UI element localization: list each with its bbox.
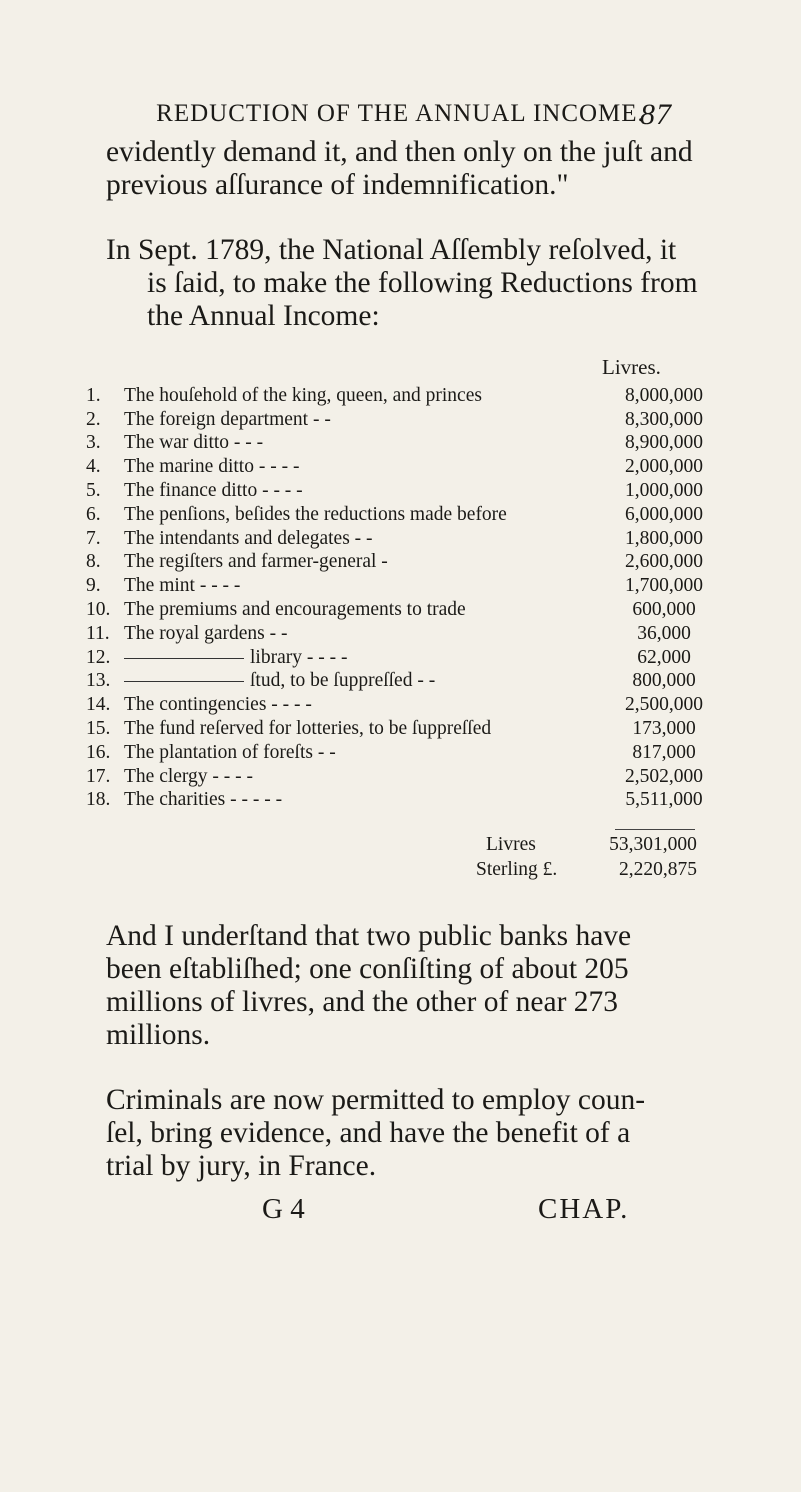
- row-number: 7.: [86, 527, 101, 549]
- paragraph-1: [106, 136, 726, 202]
- row-value: 800,000: [632, 670, 696, 692]
- paragraph-3: [106, 920, 736, 1052]
- row-number: 8.: [86, 551, 101, 573]
- row-description-text: The houſehold of the king, queen, and princes: [124, 384, 482, 406]
- table-row: [86, 550, 744, 574]
- row-description: [124, 669, 584, 693]
- row-description-text: The plantation of foreſts - -: [124, 741, 336, 763]
- table-row: [86, 502, 744, 526]
- row-description-text: The royal gardens - -: [124, 622, 288, 644]
- row-description-text: ſtud, to be ſuppreſſed - -: [250, 670, 436, 692]
- row-value: 173,000: [632, 717, 696, 739]
- signature-mark: G 4: [262, 1193, 305, 1225]
- text-line: the Annual Income:: [147, 300, 380, 332]
- table-row: [86, 526, 744, 550]
- text-line: evidently demand it, and then only on the juſt and: [106, 136, 693, 168]
- row-description-text: The war ditto - - -: [124, 432, 264, 454]
- row-description-text: The charities - - - - -: [124, 789, 283, 811]
- table-row: [86, 692, 744, 716]
- row-value: 600,000: [632, 598, 696, 620]
- total-sterling-value: 2,220,875: [619, 859, 697, 880]
- text-line: And I underſtand that two public banks have: [106, 920, 632, 952]
- text-line: millions.: [106, 1019, 211, 1051]
- row-description-text: The intendants and delegates - -: [124, 527, 373, 549]
- table-row: [86, 407, 744, 431]
- row-value: 2,600,000: [625, 551, 703, 573]
- text-line: is ſaid, to make the following Reductions from: [147, 267, 698, 299]
- header-title: REDUCTION OF THE ANNUAL INCOME.: [156, 100, 645, 127]
- row-number: 13.: [86, 670, 111, 692]
- text-line: previous aſſurance of indemnification.": [106, 169, 569, 201]
- row-description-text: The penſions, beſides the reductions made before: [124, 503, 507, 525]
- text-line: In Sept. 1789, the National Aſſembly reſolved, it: [106, 234, 677, 266]
- ditto-rule: [124, 658, 244, 659]
- table-row: [86, 597, 744, 621]
- row-value: 8,300,000: [625, 408, 703, 430]
- text-line: millions of livres, and the other of near 273: [106, 986, 619, 1018]
- sum-rule: [615, 829, 695, 830]
- table-row: [86, 431, 744, 455]
- row-value: 2,500,000: [625, 694, 703, 716]
- row-description-text: The premiums and encouragements to trade: [124, 598, 466, 620]
- row-description-text: The fund reſerved for lotteries, to be ſuppreſſed: [124, 717, 492, 739]
- row-value: 2,502,000: [625, 765, 703, 787]
- row-number: 12.: [86, 646, 111, 668]
- row-number: 14.: [86, 694, 111, 716]
- row-description: [124, 573, 584, 597]
- row-value: 36,000: [637, 622, 691, 644]
- row-description-text: The contingencies - - - -: [124, 694, 312, 716]
- catchword: CHAP.: [538, 1193, 630, 1225]
- row-description-text: The regiſters and farmer-general -: [124, 551, 388, 573]
- row-number: 3.: [86, 432, 101, 454]
- row-description: [124, 526, 584, 550]
- row-value: 6,000,000: [625, 503, 703, 525]
- row-number: 1.: [86, 384, 101, 406]
- running-header: [0, 98, 801, 131]
- row-value: 2,000,000: [625, 456, 703, 478]
- row-description: [124, 454, 584, 478]
- row-value: 8,900,000: [625, 432, 703, 454]
- text-line: Criminals are now permitted to employ coun-: [106, 1084, 646, 1116]
- table-row: [86, 454, 744, 478]
- row-description: [124, 597, 584, 621]
- row-number: 17.: [86, 765, 111, 787]
- row-description: [124, 431, 584, 455]
- table-row: [86, 621, 744, 645]
- text-line: ſel, bring evidence, and have the benefit of a: [106, 1117, 631, 1149]
- row-description: [124, 383, 584, 407]
- row-value: 62,000: [637, 646, 691, 668]
- table-row: [86, 764, 744, 788]
- row-number: 15.: [86, 717, 111, 739]
- table-row: [86, 478, 744, 502]
- row-description-text: The clergy - - - -: [124, 765, 254, 787]
- text-line: trial by jury, in France.: [106, 1150, 377, 1182]
- row-description: [124, 692, 584, 716]
- total-sterling-label: Sterling £.: [476, 859, 558, 880]
- total-livres-value: 53,301,000: [609, 834, 697, 855]
- ditto-rule: [124, 681, 244, 682]
- row-description: [124, 621, 584, 645]
- row-value: 1,700,000: [625, 575, 703, 597]
- row-description: [124, 645, 584, 669]
- row-description: [124, 407, 584, 431]
- row-number: 9.: [86, 575, 101, 597]
- row-description-text: library - - - -: [250, 646, 348, 668]
- paragraph-4: [106, 1084, 756, 1183]
- row-number: 4.: [86, 456, 101, 478]
- row-description: [124, 502, 584, 526]
- table-row: [86, 669, 744, 693]
- total-livres-label: Livres: [486, 834, 536, 855]
- row-number: 11.: [86, 622, 110, 644]
- row-description-text: The mint - - - -: [124, 575, 241, 597]
- table-row: [86, 645, 744, 669]
- table-row: [86, 740, 744, 764]
- row-value: 8,000,000: [625, 384, 703, 406]
- row-value: 1,800,000: [625, 527, 703, 549]
- text-line: been eſtabliſhed; one conſiſting of about 205: [106, 953, 629, 985]
- row-value: 817,000: [632, 741, 696, 763]
- row-description: [124, 788, 584, 812]
- row-description-text: The foreign department - -: [124, 408, 331, 430]
- row-description: [124, 764, 584, 788]
- table-row: [86, 716, 744, 740]
- row-description: [124, 478, 584, 502]
- table-row: [86, 383, 744, 407]
- row-number: 18.: [86, 789, 111, 811]
- row-value: 1,000,000: [625, 479, 703, 501]
- row-number: 10.: [86, 598, 111, 620]
- paragraph-2: [106, 234, 746, 333]
- page-number: 87: [640, 98, 672, 131]
- row-description: [124, 740, 584, 764]
- row-value: 5,511,000: [625, 789, 703, 811]
- table-row: [86, 788, 744, 812]
- table-row: [86, 573, 744, 597]
- row-description-text: The marine ditto - - - -: [124, 456, 300, 478]
- row-number: 16.: [86, 741, 111, 763]
- row-number: 2.: [86, 408, 101, 430]
- row-description: [124, 550, 584, 574]
- row-number: 5.: [86, 479, 101, 501]
- row-description-text: The finance ditto - - - -: [124, 479, 303, 501]
- row-description: [124, 716, 584, 740]
- unit-header: Livres.: [602, 355, 661, 379]
- reductions-table: [86, 383, 744, 811]
- row-number: 6.: [86, 503, 101, 525]
